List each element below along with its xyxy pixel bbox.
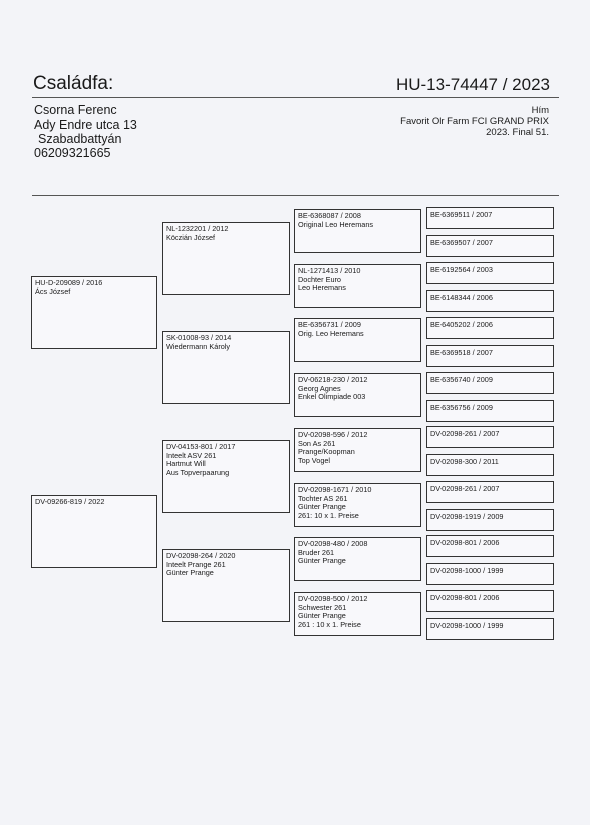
ring-number-text: BE-6405202 / 2006 bbox=[430, 320, 493, 329]
ring-number-text: BE-6356740 / 2009 bbox=[430, 375, 493, 384]
ring-number-text: BE-6356756 / 2009 bbox=[430, 403, 493, 412]
ring-number-text: DV-02098-261 / 2007 bbox=[430, 484, 500, 493]
pedigree-box-g4-16 bbox=[426, 618, 554, 640]
ring-number-text: NL-1232201 / 2012 bbox=[166, 224, 229, 233]
ring-number-text: DV-02098-596 / 2012 bbox=[298, 430, 368, 439]
bird-info-line: Son As 261 bbox=[298, 438, 336, 448]
pedigree-box-g4-9 bbox=[426, 426, 554, 448]
bird-info-line: Ács József bbox=[35, 286, 71, 296]
ring-number-text: DV-02098-480 / 2008 bbox=[298, 539, 368, 548]
pedigree-box-g3-7 bbox=[294, 537, 421, 581]
bird-info-line: Hartmut Will bbox=[166, 459, 206, 469]
bird-result: 2023. Final 51. bbox=[486, 127, 549, 138]
ring-number-text: DV-02098-264 / 2020 bbox=[166, 551, 236, 560]
ring-number-text: BE-6369507 / 2007 bbox=[430, 238, 493, 247]
pedigree-box-g1-1 bbox=[31, 276, 157, 349]
pedigree-box-g3-8 bbox=[294, 592, 421, 636]
owner-city: Szabadbattyán bbox=[38, 132, 122, 146]
pedigree-box-g3-1 bbox=[294, 209, 421, 253]
ring-number-text: DV-02098-261 / 2007 bbox=[430, 429, 500, 438]
pedigree-box-g2-4 bbox=[162, 549, 290, 622]
pedigree-box-g1-2 bbox=[31, 495, 157, 568]
ring-number-text: DV-02098-1000 / 1999 bbox=[430, 621, 504, 630]
pedigree-box-g4-12 bbox=[426, 509, 554, 531]
bird-info-line: Leo Heremans bbox=[298, 283, 346, 293]
ring-number-text: BE-6192564 / 2003 bbox=[430, 265, 493, 274]
owner-street: Ady Endre utca 13 bbox=[34, 118, 137, 132]
pedigree-box-g4-10 bbox=[426, 454, 554, 476]
bird-info-line: Günter Prange bbox=[298, 556, 346, 566]
pedigree-box-g4-14 bbox=[426, 563, 554, 585]
bird-info-line: Inteelt Prange 261 bbox=[166, 559, 226, 569]
ring-number-text: BE-6369511 / 2007 bbox=[430, 210, 493, 219]
bird-race: Favorit Olr Farm FCI GRAND PRIX bbox=[400, 116, 549, 127]
pedigree-box-g4-11 bbox=[426, 481, 554, 503]
pedigree-box-g2-2 bbox=[162, 331, 290, 404]
ring-number-text: HU-D-209089 / 2016 bbox=[35, 278, 103, 287]
bird-info-line: Enkel Olimpiade 003 bbox=[298, 392, 366, 402]
pedigree-box-g3-5 bbox=[294, 428, 421, 472]
bird-info-line: Orig. Leo Heremans bbox=[298, 328, 364, 338]
ring-number-text: DV-09266-819 / 2022 bbox=[35, 497, 105, 506]
pedigree-box-g4-3 bbox=[426, 262, 554, 284]
page-title: Családfa: bbox=[33, 73, 114, 94]
bird-info-line: Georg Agnes bbox=[298, 383, 341, 393]
bird-info-line: Prange/Koopman bbox=[298, 447, 355, 457]
pedigree-box-g3-6 bbox=[294, 483, 421, 527]
ring-number-text: BE-6148344 / 2006 bbox=[430, 293, 493, 302]
bird-info-line: 261: 10 x 1. Preise bbox=[298, 511, 359, 521]
pedigree-box-g3-4 bbox=[294, 373, 421, 417]
ring-number-text: SK-01008-93 / 2014 bbox=[166, 333, 232, 342]
owner-name: Csorna Ferenc bbox=[34, 103, 117, 117]
ring-number-text: DV-06218-230 / 2012 bbox=[298, 375, 368, 384]
ring-number-text: DV-02098-300 / 2011 bbox=[430, 457, 499, 466]
pedigree-box-g3-3 bbox=[294, 318, 421, 362]
bird-info-line: Top Vogel bbox=[298, 456, 331, 466]
pedigree-box-g4-1 bbox=[426, 207, 554, 229]
pedigree-box-g2-1 bbox=[162, 222, 290, 295]
bird-info-line: Original Leo Heremans bbox=[298, 219, 374, 229]
pedigree-box-g4-4 bbox=[426, 290, 554, 312]
bird-info-line: Günter Prange bbox=[298, 502, 346, 512]
pedigree-box-g4-8 bbox=[426, 400, 554, 422]
pedigree-box-g4-2 bbox=[426, 235, 554, 257]
bird-info-line: Günter Prange bbox=[298, 611, 346, 621]
ring-number-text: BE-6368087 / 2008 bbox=[298, 211, 361, 220]
bird-info-line: Schwester 261 bbox=[298, 602, 347, 612]
ring-number-text: DV-02098-500 / 2012 bbox=[298, 594, 368, 603]
bird-info-line: Tochter AS 261 bbox=[298, 493, 348, 503]
bird-info-line: Wiedermann Károly bbox=[166, 341, 231, 351]
bird-info-line: Aus Topverpaarung bbox=[166, 468, 230, 478]
ring-number-text: BE-6369518 / 2007 bbox=[430, 348, 493, 357]
ring-number-text: DV-02098-1000 / 1999 bbox=[430, 566, 504, 575]
pedigree-box-g4-7 bbox=[426, 372, 554, 394]
ring-number: HU-13-74447 / 2023 bbox=[395, 75, 550, 94]
divider-top bbox=[32, 97, 559, 98]
divider-middle bbox=[32, 195, 559, 196]
pedigree-box-g4-6 bbox=[426, 345, 554, 367]
bird-info-line: Dochter Euro bbox=[298, 274, 341, 284]
ring-number-text: DV-02098-801 / 2006 bbox=[430, 538, 500, 547]
owner-phone: 06209321665 bbox=[34, 146, 111, 160]
bird-info-line: Günter Prange bbox=[166, 568, 214, 578]
pedigree-box-g2-3 bbox=[162, 440, 290, 513]
pedigree-box-g4-5 bbox=[426, 317, 554, 339]
pedigree-box-g4-15 bbox=[426, 590, 554, 612]
ring-number-text: DV-02098-801 / 2006 bbox=[430, 593, 500, 602]
ring-number-text: BE-6356731 / 2009 bbox=[298, 320, 361, 329]
bird-info-line: Köczián József bbox=[166, 232, 216, 242]
ring-number-text: DV-02098-1671 / 2010 bbox=[298, 485, 372, 494]
bird-info-line: 261 : 10 x 1. Preise bbox=[298, 620, 361, 630]
bird-info-line: Inteelt ASV 261 bbox=[166, 450, 217, 460]
ring-number-text: DV-04153-801 / 2017 bbox=[166, 442, 236, 451]
bird-info-line: Bruder 261 bbox=[298, 547, 335, 557]
pedigree-box-g3-2 bbox=[294, 264, 421, 308]
pedigree-box-g4-13 bbox=[426, 535, 554, 557]
ring-number-text: NL-1271413 / 2010 bbox=[298, 266, 361, 275]
ring-number-text: DV-02098-1919 / 2009 bbox=[430, 512, 504, 521]
bird-sex: Hím bbox=[531, 105, 549, 116]
